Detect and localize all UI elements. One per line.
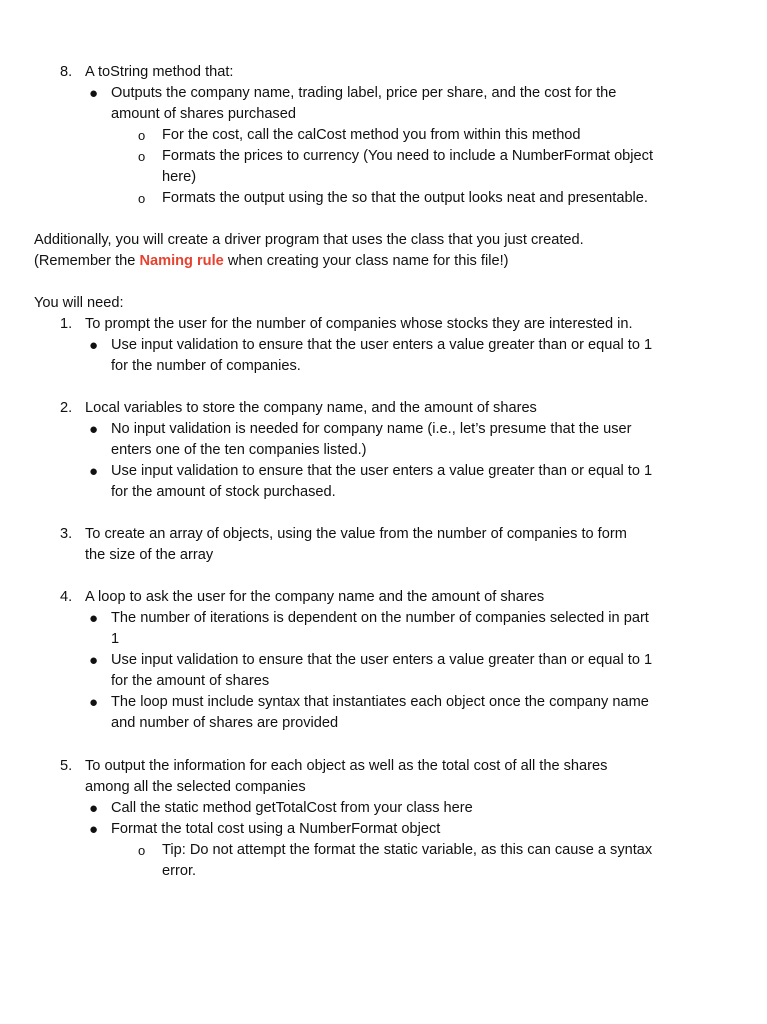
list-item-5 xyxy=(0,756,767,882)
list-item-text: To prompt the user for the number of companies whose stocks they are interested in. xyxy=(85,316,633,332)
bullet-text: for the amount of shares xyxy=(111,673,270,689)
bullet-text: The number of iterations is dependent on the number of companies selected in part xyxy=(111,610,649,626)
list-item-4 xyxy=(0,587,767,734)
section-8 xyxy=(0,62,767,209)
sub-bullet-text: Formats the output using the so that the output looks neat and presentable. xyxy=(162,190,648,206)
bullet-text: Use input validation to ensure that the user enters a value greater than or equal to 1 xyxy=(111,652,653,668)
bullet-text: Call the static method getTotalCost from your class here xyxy=(111,800,473,816)
hollow-bullet-icon: o xyxy=(138,843,146,858)
additional-paragraph xyxy=(0,230,767,272)
bullet-text: Format the total cost using a NumberFormat object xyxy=(111,821,441,837)
bullet-text: Outputs the company name, trading label, price per share, and the cost for the xyxy=(111,85,617,101)
list-number: 3. xyxy=(60,526,73,542)
paragraph-line: (Remember the Naming rule when creating your class name for this file!) xyxy=(34,253,509,269)
list-item-text: the size of the array xyxy=(85,547,214,563)
sub-bullet-text: For the cost, call the calCost method you from within this method xyxy=(162,127,581,143)
list-item-text: A loop to ask the user for the company name and the amount of shares xyxy=(85,589,545,605)
hollow-bullet-icon: o xyxy=(138,128,146,143)
list-item-text: among all the selected companies xyxy=(85,779,306,795)
naming-rule-highlight: Naming rule xyxy=(139,253,224,269)
bullet-icon: ● xyxy=(89,821,99,838)
list-number: 8. xyxy=(60,64,73,80)
bullet-text: for the number of companies. xyxy=(111,358,301,374)
bullet-text: Use input validation to ensure that the user enters a value greater than or equal to 1 xyxy=(111,463,653,479)
list-number: 1. xyxy=(60,316,73,332)
list-item-text: To create an array of objects, using the value from the number of companies to form xyxy=(85,526,627,542)
bullet-icon: ● xyxy=(89,85,99,102)
bullet-icon: ● xyxy=(89,652,99,669)
section-heading: A toString method that: xyxy=(85,64,234,80)
list-number: 5. xyxy=(60,758,73,774)
hollow-bullet-icon: o xyxy=(138,191,146,206)
list-intro: You will need: xyxy=(34,295,124,311)
bullet-text: enters one of the ten companies listed.) xyxy=(111,442,367,458)
bullet-icon: ● xyxy=(89,463,99,480)
bullet-icon: ● xyxy=(89,421,99,438)
bullet-text: No input validation is needed for company name (i.e., let’s presume that the user xyxy=(111,421,632,437)
list-item-text: Local variables to store the company name, and the amount of shares xyxy=(85,400,537,416)
bullet-icon: ● xyxy=(89,694,99,711)
sub-bullet-text: Formats the prices to currency (You need to include a NumberFormat object xyxy=(162,148,654,164)
hollow-bullet-icon: o xyxy=(138,149,146,164)
bullet-text: and number of shares are provided xyxy=(111,715,339,731)
bullet-text: 1 xyxy=(111,631,120,647)
sub-bullet-text: Tip: Do not attempt the format the static variable, as this can cause a syntax xyxy=(162,842,653,858)
paragraph-line: Additionally, you will create a driver program that uses the class that you just created. xyxy=(34,232,584,248)
sub-bullet-text: error. xyxy=(162,863,197,879)
list-item-2 xyxy=(0,398,767,503)
bullet-icon: ● xyxy=(89,610,99,627)
bullet-text: The loop must include syntax that instantiates each object once the company name xyxy=(111,694,649,710)
list-number: 2. xyxy=(60,400,73,416)
bullet-text: amount of shares purchased xyxy=(111,106,296,122)
bullet-text: for the amount of stock purchased. xyxy=(111,484,336,500)
bullet-icon: ● xyxy=(89,800,99,817)
list-item-3 xyxy=(0,524,767,566)
list-number: 4. xyxy=(60,589,73,605)
bullet-text: Use input validation to ensure that the user enters a value greater than or equal to 1 xyxy=(111,337,653,353)
bullet-icon: ● xyxy=(89,337,99,354)
list-item-text: To output the information for each object as well as the total cost of all the shares xyxy=(85,758,608,774)
requirements-list xyxy=(0,293,767,377)
sub-bullet-text: here) xyxy=(162,169,197,185)
